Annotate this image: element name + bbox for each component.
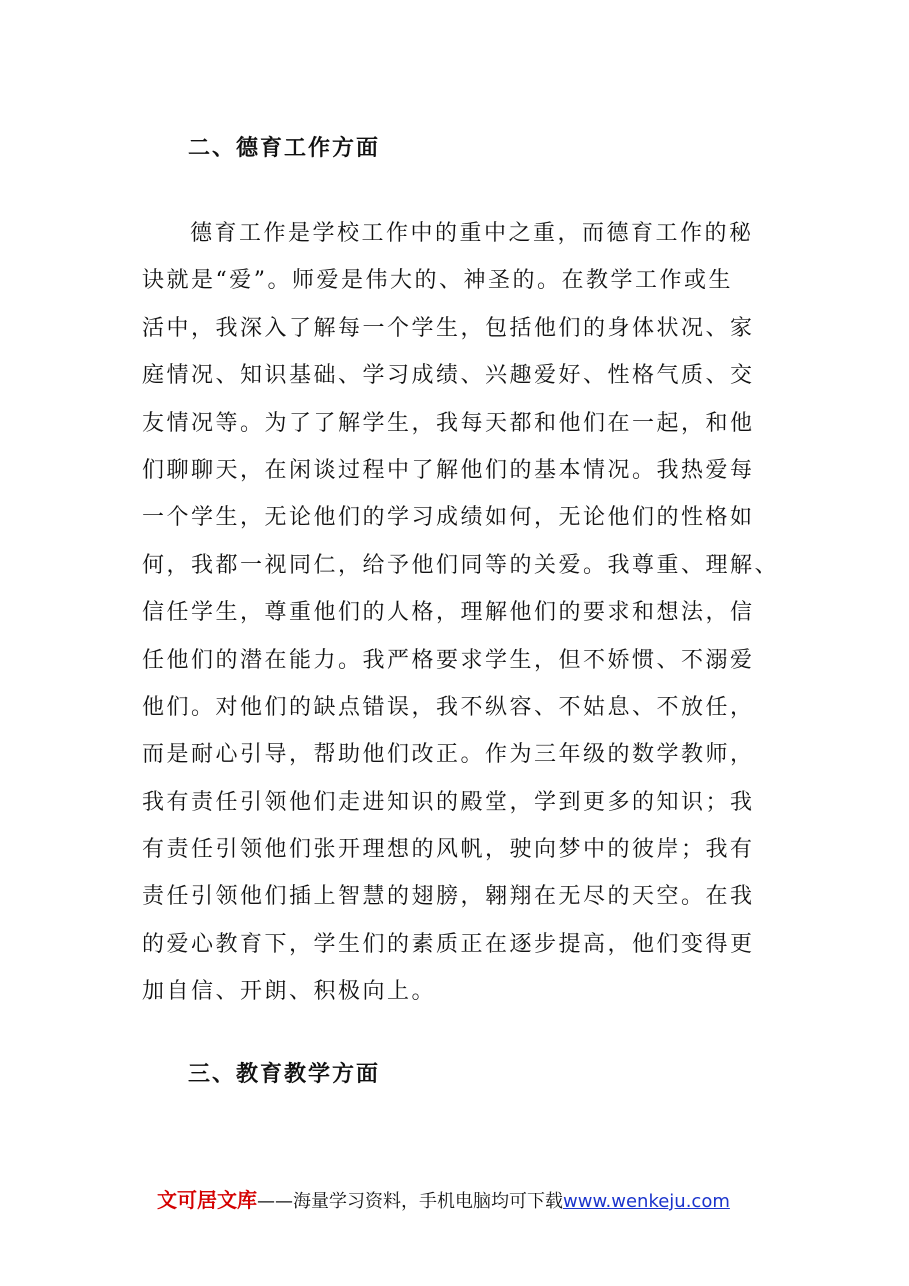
paragraph-line: 庭情况、知识基础、学习成绩、兴趣爱好、性格气质、交: [142, 363, 755, 389]
section-heading-teaching: 三、教育教学方面: [188, 1062, 381, 1087]
paragraph-line: 诀就是“爱”。师爱是伟大的、神圣的。在教学工作或生: [142, 268, 733, 294]
paragraph-line: 活中，我深入了解每一个学生，包括他们的身体状况、家: [142, 315, 755, 341]
footer-site-link[interactable]: www.wenkeju.com: [563, 1191, 730, 1212]
paragraph-line: 德育工作是学校工作中的重中之重，而德育工作的秘: [190, 221, 754, 246]
paragraph-line: 我有责任引领他们走进知识的殿堂，学到更多的知识；我: [142, 789, 755, 815]
paragraph-line: 而是耐心引导，帮助他们改正。作为三年级的数学教师，: [142, 742, 755, 768]
body-paragraph: [142, 210, 782, 1016]
footer-watermark: [157, 1184, 730, 1213]
footer-tagline: ——海量学习资料，手机电脑均可下载: [257, 1191, 563, 1212]
paragraph-line: 他们。对他们的缺点错误，我不纵容、不姑息、不放任，: [142, 694, 755, 720]
paragraph-line: 的爱心教育下，学生们的素质正在逐步提高，他们变得更: [142, 931, 755, 957]
paragraph-line: 们聊聊天，在闲谈过程中了解他们的基本情况。我热爱每: [142, 457, 755, 483]
paragraph-line: 任他们的潜在能力。我严格要求学生，但不娇惯、不溺爱: [142, 647, 755, 673]
paragraph-line: 何，我都一视同仁，给予他们同等的关爱。我尊重、理解、: [142, 552, 780, 578]
paragraph-line: 加自信、开朗、积极向上。: [142, 979, 437, 1005]
paragraph-line: 友情况等。为了了解学生，我每天都和他们在一起，和他: [142, 410, 755, 436]
paragraph-line: 信任学生，尊重他们的人格，理解他们的要求和想法，信: [142, 600, 755, 626]
paragraph-line: 有责任引领他们张开理想的风帆，驶向梦中的彼岸；我有: [142, 837, 755, 863]
paragraph-line: 一个学生，无论他们的学习成绩如何，无论他们的性格如: [142, 505, 755, 531]
section-heading-moral-education: 二、德育工作方面: [188, 136, 381, 161]
paragraph-line: 责任引领他们插上智慧的翅膀，翱翔在无尽的天空。在我: [142, 884, 755, 910]
footer-brand: 文可居文库: [157, 1188, 257, 1212]
